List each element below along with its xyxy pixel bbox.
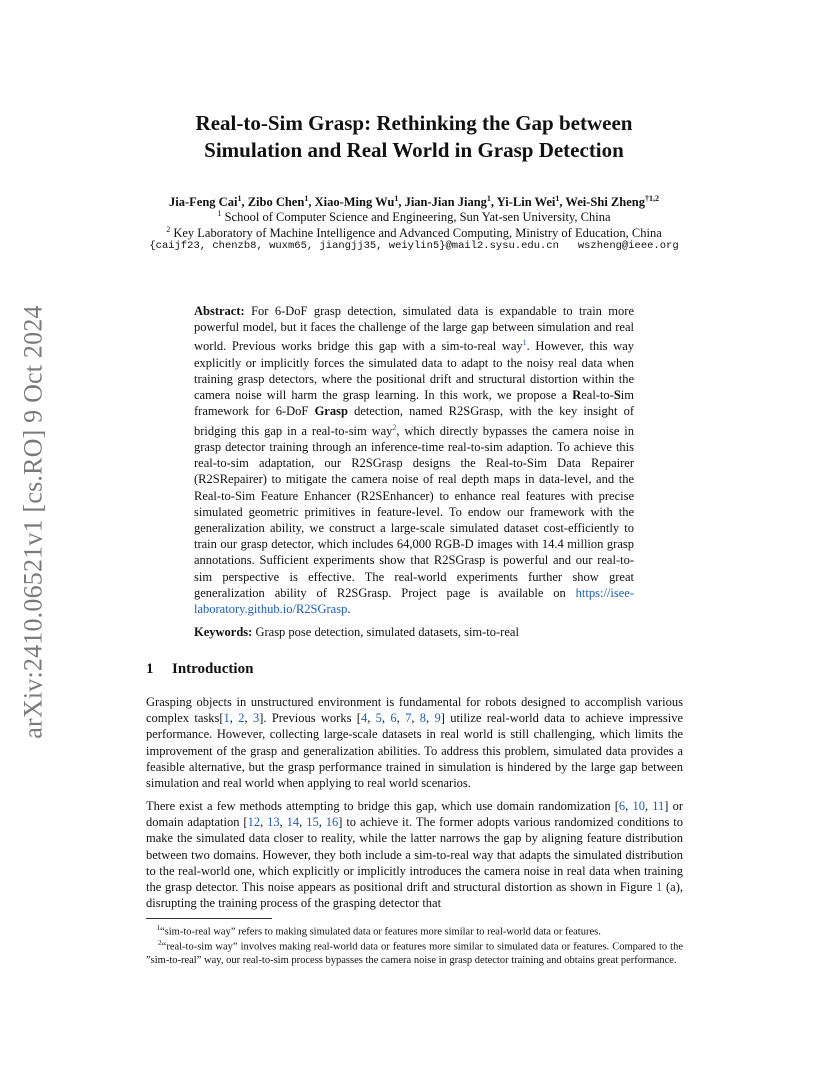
abstract-text: detection, named R2SGrasp, with the key insight of bridging this gap in a real-to-sim way (194, 404, 634, 438)
footnote-mark: 2 (158, 939, 162, 947)
citation[interactable]: 12 (247, 815, 261, 830)
title-line-1: Real-to-Sim Grasp: Rethinking the Gap between (195, 111, 633, 135)
citation[interactable]: 2 (238, 711, 245, 726)
author-affil-mark: 1 (486, 194, 491, 203)
abstract-text: , which directly bypasses the camera noise in grasp detector training through an inference-time real-to-sim adaption. To achieve this real-to-sim adaptation, our R2SGrasp designs the Real-to-Sim Data Repairer (R2SRepairer) to mitigate the camera noise of real depth maps in data-level, and the Real-to-Sim Feature Enhancer (R2SEnhancer) to enhance real features with precise simulated geometric primitives in feature-level. To endow our framework with the generalization ability, we construct a large-scale simulated dataset cost-efficiently to train our grasp detector, which includes 64,000 RGB-D images with 14.4 million grasp annotations. Sufficient experiments show that R2SGrasp is powerful and our real-to-sim perspective is effective. The real-world experiments further show great generalization ability of R2SGrasp. Project page is available on (194, 423, 635, 600)
author-name: Zibo Chen (247, 195, 305, 210)
citation[interactable]: 9 (434, 711, 441, 726)
author-affil-mark: †1,2 (644, 194, 659, 203)
footnote-rule (146, 918, 272, 919)
author-name: Xiao-Ming Wu (314, 195, 395, 210)
author-affil-mark: 1 (304, 194, 309, 203)
affiliation-text: School of Computer Science and Engineering, Sun Yat-sen University, China (224, 210, 611, 225)
section-heading (146, 659, 686, 679)
footnote-text: “real-to-sim way” involves making real-world data or features more similar to simulated data or features. Compared to the ”sim-to-real” way, our real-to-sim process bypasses the camera noise in grasp detector training and obtains great performance. (146, 941, 683, 966)
author-affil-mark: 1 (394, 194, 399, 203)
citation[interactable]: 3 (252, 711, 260, 726)
citation[interactable]: 1 (223, 711, 230, 726)
footnote-text: “sim-to-real way” refers to making simulated data or features more similar to real-world data or features. (160, 926, 601, 938)
footnote-mark: 1 (156, 924, 160, 932)
author-name: Jia-Feng Cai (169, 195, 238, 210)
intro-paragraph-2: There exist a few methods attempting to bridge this gap, which use domain randomization [6, 10, 11] or domain adaptation [12, 13, 14, 15, 16] to achieve it. The former adopts various randomized conditions to make the simulated data closer to reality, while the latter narrows the gap by aligning feature distribution between two domains. However, they both include a sim-to-real way that adapts the simulated distribution to the real-world one, which explicitly or implicitly introduces the camera noise in real data when training the grasp detector. This noise appears as positional drift and structural distortion as shown in Figure 1 (a), disrupting the training process of the grasping detector that (146, 799, 684, 911)
abstract-text: . (347, 601, 351, 616)
keywords (194, 624, 634, 640)
paragraph-text: (a), disrupting the training process of the grasping detector that (146, 880, 683, 911)
abstract-label: Abstract: (194, 304, 245, 318)
section-number: 1 (146, 661, 154, 677)
author-affil-mark: 1 (555, 194, 560, 203)
project-page-link[interactable]: https://isee-laboratory.github.io/R2SGrasp (194, 585, 634, 616)
citation[interactable]: 6 (618, 799, 626, 813)
abstract-bold: R (572, 388, 582, 403)
citation[interactable]: 11 (652, 799, 665, 813)
keywords-text: Grasp pose detection, simulated datasets, sim-to-real (252, 625, 519, 639)
author-emails: {caijf23, chenzb8, wuxm65, jiangjj35, weiylin5}@mail2.sysu.edu.cn wszheng@ieee.org (149, 240, 679, 252)
abstract-text: For 6-DoF grasp detection, simulated data is expandable to train more powerful model, but it faces the challenge of the large gap between simulation and real world. Previous works bridge this gap with a sim-to-real way (194, 304, 634, 354)
abstract-bold: S (613, 388, 621, 403)
paragraph-text: Grasping objects in unstructured environment is fundamental for robots designed to accomplish various complex tasks[ (146, 695, 683, 726)
author-name: Jian-Jian Jiang (404, 195, 487, 210)
footnote-ref-1[interactable]: 1 (522, 338, 527, 348)
paragraph-text: ] or domain adaptation [ (146, 799, 684, 830)
paragraph-text: ] to achieve it. The former adopts various randomized conditions to make the simulated data closer to reality, while the latter narrows the gap by aligning feature distribution between two domains. However, they both include a sim-to-real way that adapts the simulated distribution to the real-world one, which explicitly or implicitly introduces the camera noise in real data when training the grasp detector. This noise appears as positional drift and structural distortion as shown in Figure (146, 815, 683, 895)
author-affil-mark: 1 (237, 194, 242, 203)
citation[interactable]: 4 (360, 711, 368, 726)
title-line-2: Simulation and Real World in Grasp Detection (204, 138, 624, 162)
section-title: Introduction (172, 661, 254, 677)
abstract-text: eal-to- (581, 388, 614, 403)
paragraph-text: ] utilize real-world data to achieve impressive performance. However, collecting large-scale datasets in real world is still challenging, which limits the improvement of the grasp and generalization abilities. To address this problem, simulated data provides a feasible alternative, but the grasp performance trained in simulation is hindered by the large gap between simulation and real world when applying to real world scenarios. (146, 711, 684, 791)
author-name: Yi-Lin Wei (496, 195, 556, 210)
footnote-ref-2[interactable]: 2 (392, 422, 397, 432)
arxiv-sidebar (8, 282, 60, 762)
abstract-text: . However, this way explicitly or implicitly forces the simulated data to adapt to the noisy real data when training grasp detectors, where the positional drift and structural distortion within the camera noise will harm the grasp learning. In this work, we propose a (194, 339, 634, 403)
citation[interactable]: 16 (325, 815, 339, 830)
arxiv-identifier: arXiv:2410.06521v1 [cs.RO] 9 Oct 2024 (19, 305, 48, 739)
author-name: Wei-Shi Zheng (565, 195, 645, 210)
paper-title (120, 110, 708, 164)
affiliation-mark: 2 (166, 225, 171, 234)
abstract-bold: Grasp (314, 404, 348, 419)
citation[interactable]: 10 (632, 799, 645, 813)
citation[interactable]: 8 (419, 711, 427, 726)
keywords-label: Keywords: (194, 625, 253, 639)
citation[interactable]: 7 (405, 711, 412, 726)
affiliation-text: Key Laboratory of Machine Intelligence and Advanced Computing, Ministry of Education, China (173, 226, 662, 241)
citation[interactable]: 6 (390, 711, 397, 726)
figure-ref[interactable]: 1 (656, 880, 663, 895)
abstract (194, 303, 634, 617)
paragraph-text: ]. Previous works [ (259, 711, 361, 726)
citation[interactable]: 5 (375, 711, 382, 726)
paragraph-text: There exist a few methods attempting to bridge this gap, which use domain randomization [ (146, 799, 619, 813)
abstract-text: im framework for 6-DoF (194, 388, 634, 419)
intro-paragraph-1: Grasping objects in unstructured environment is fundamental for robots designed to accomplish various complex tasks[1, 2, 3]. Previous works [4, 5, 6, 7, 8, 9] utilize real-world data to achieve impressive performance. However, collecting large-scale datasets in real world is still challenging, which limits the improvement of the grasp and generalization abilities. To address this problem, simulated data provides a feasible alternative, but the grasp performance trained in simulation is hindered by the large gap between simulation and real world when applying to real world scenarios. (146, 695, 684, 791)
citation[interactable]: 15 (306, 815, 319, 830)
footnote-2 (146, 937, 683, 968)
affiliation-mark: 1 (217, 209, 222, 218)
citation[interactable]: 14 (286, 815, 300, 830)
citation[interactable]: 13 (267, 815, 280, 830)
author-list: Jia-Feng Cai$^1$, Zibo Chen$^1$, Xiao-Ming Wu$^1$, Jian-Jian Jiang$^1$, Yi-Lin Wei$^1$, Wei-Shi Zheng$^{\dagger 1,2}$ (169, 194, 659, 210)
